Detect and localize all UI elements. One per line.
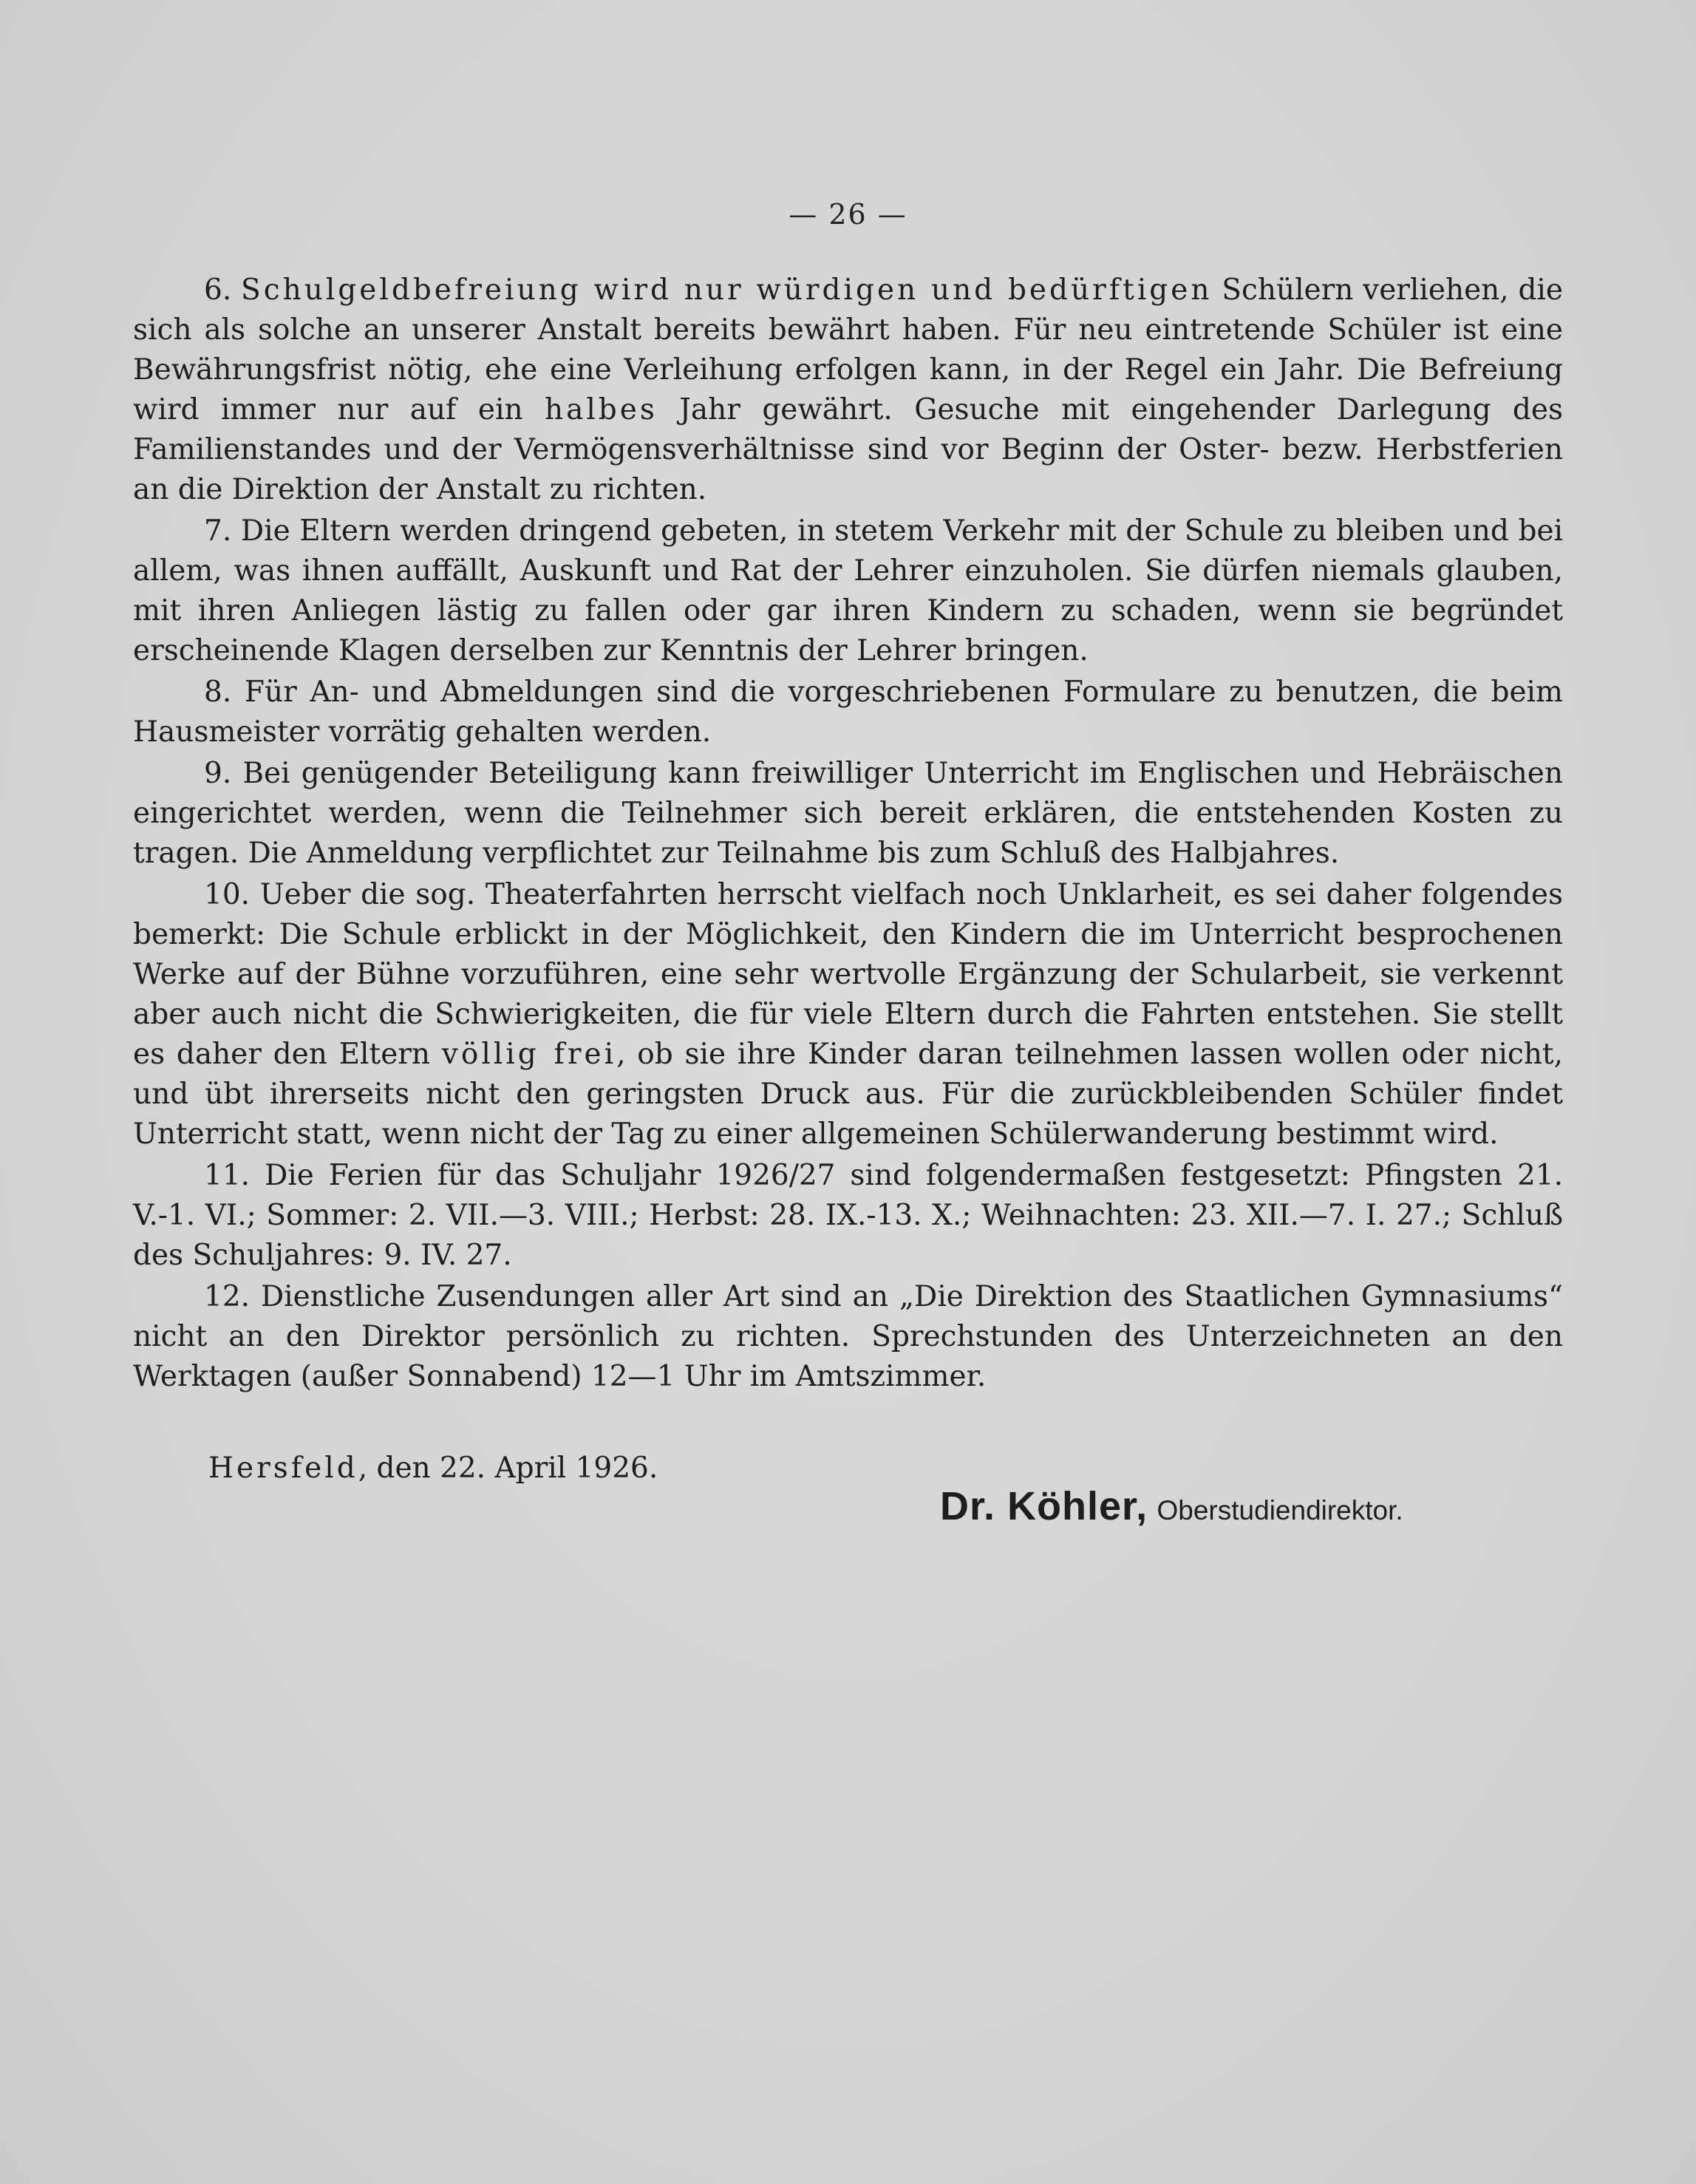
date-text: , den 22. April 1926. xyxy=(358,1452,658,1485)
paragraph-text: Die Eltern werden dringend gebeten, in stetem Verkehr mit der Schule zu bleiben und bei allem, was ihnen auffällt, Auskunft und Rat der Lehrer einzuholen. Sie dürfen niemals glauben, mit ihren Anliegen lästig zu fallen oder gar ihren Kindern zu schaden, wenn sie begründet erscheinende Klagen derselben zur Kenntnis der Lehrer bringen. xyxy=(133,514,1563,667)
paragraph-text: Schülern verliehen, die sich als solche an unserer Anstalt bereits bewährt haben. Für neu eintretende Schüler ist eine Bewährungsfrist nötig, ehe eine Verleihung erfolgen kann, in der Regel ein Jahr. Die Befreiung wird immer nur auf ein xyxy=(133,273,1563,426)
paragraph-10 xyxy=(133,875,1563,1154)
emphasized-text: völlig frei xyxy=(441,1038,617,1071)
emphasized-text: halbes xyxy=(544,393,658,426)
paragraph-9 xyxy=(133,754,1563,874)
paragraph-text: Die Ferien für das Schuljahr 1926/27 sind folgendermaßen festgesetzt: Pfingsten 21. V.-1. VI.; Sommer: 2. VII.—3. VIII.; Herbst: 28. IX.-13. X.; Weihnachten: 23. XII.—7. I. 27.; Schluß des Schuljahres: 9. IV. 27. xyxy=(133,1159,1563,1272)
document-body xyxy=(133,271,1563,1398)
paragraph-12 xyxy=(133,1277,1563,1397)
page-number: — 26 — xyxy=(789,198,907,231)
paragraph-number: 7. xyxy=(204,514,232,548)
paragraph-text: Bei genügender Beteiligung kann freiwilliger Unterricht im Englischen und Hebräischen eingerichtet werden, wenn die Teilnehmer sich bereit erklären, die entstehenden Kosten zu tragen. Die Anmeldung verpflichtet zur Teilnahme bis zum Schluß des Halbjahres. xyxy=(133,757,1563,870)
paragraph-number: 11. xyxy=(204,1159,251,1192)
place-date-line xyxy=(208,1449,658,1489)
paragraph-number: 9. xyxy=(204,757,232,790)
paragraph-number: 6. xyxy=(204,273,232,307)
paragraph-8 xyxy=(133,673,1563,752)
signature-title: Oberstudiendirektor. xyxy=(1157,1495,1403,1525)
paragraph-11 xyxy=(133,1156,1563,1276)
signature-name: Dr. Köhler, xyxy=(940,1484,1148,1528)
paragraph-text: Jahr gewährt. Gesuche mit eingehender Darlegung des Familienstandes und der Vermögensverhältnisse sind vor Beginn der Oster- bezw. Herbstferien an die Direktion der Anstalt zu richten. xyxy=(133,393,1563,506)
paragraph-text: Für An- und Abmeldungen sind die vorgeschriebenen Formulare zu benutzen, die beim Hausmeister vorrätig gehalten werden. xyxy=(133,676,1563,749)
paragraph-number: 10. xyxy=(204,878,251,911)
signature-block xyxy=(940,1484,1403,1533)
emphasized-text: Schulgeldbefreiung wird nur würdigen und bedürftigen xyxy=(241,273,1213,307)
paragraph-7 xyxy=(133,511,1563,671)
paragraph-text: , ob sie ihre Kinder daran teilnehmen lassen wollen oder nicht, und übt ihrerseits nicht den geringsten Druck aus. Für die zurückbleibenden Schüler findet Unterricht statt, wenn nicht der Tag zu einer allgemeinen Schülerwanderung bestimmt wird. xyxy=(133,1038,1564,1151)
paragraph-text: Dienstliche Zusendungen aller Art sind an „Die Direktion des Staatlichen Gymnasiums“ nicht an den Direktor persönlich zu richten. Sprechstunden des Unterzeichneten an den Werktagen (außer Sonnabend) 12—1 Uhr im Amtszimmer. xyxy=(133,1280,1563,1393)
paragraph-number: 8. xyxy=(204,676,232,709)
paragraph-6 xyxy=(133,271,1563,510)
paragraph-number: 12. xyxy=(204,1280,251,1313)
paragraph-text: Ueber die sog. Theaterfahrten herrscht vielfach noch Unklarheit, es sei daher folgendes bemerkt: Die Schule erblickt in der Möglichkeit, den Kindern die im Unterricht besprochenen Werke auf der Bühne vorzuführen, eine sehr wertvolle Ergänzung der Schularbeit, sie verkennt aber auch nicht die Schwierigkeiten, die für viele Eltern durch die Fahrten entstehen. Sie stellt es daher den Eltern xyxy=(133,878,1563,1071)
place-name: Hersfeld xyxy=(208,1452,358,1485)
